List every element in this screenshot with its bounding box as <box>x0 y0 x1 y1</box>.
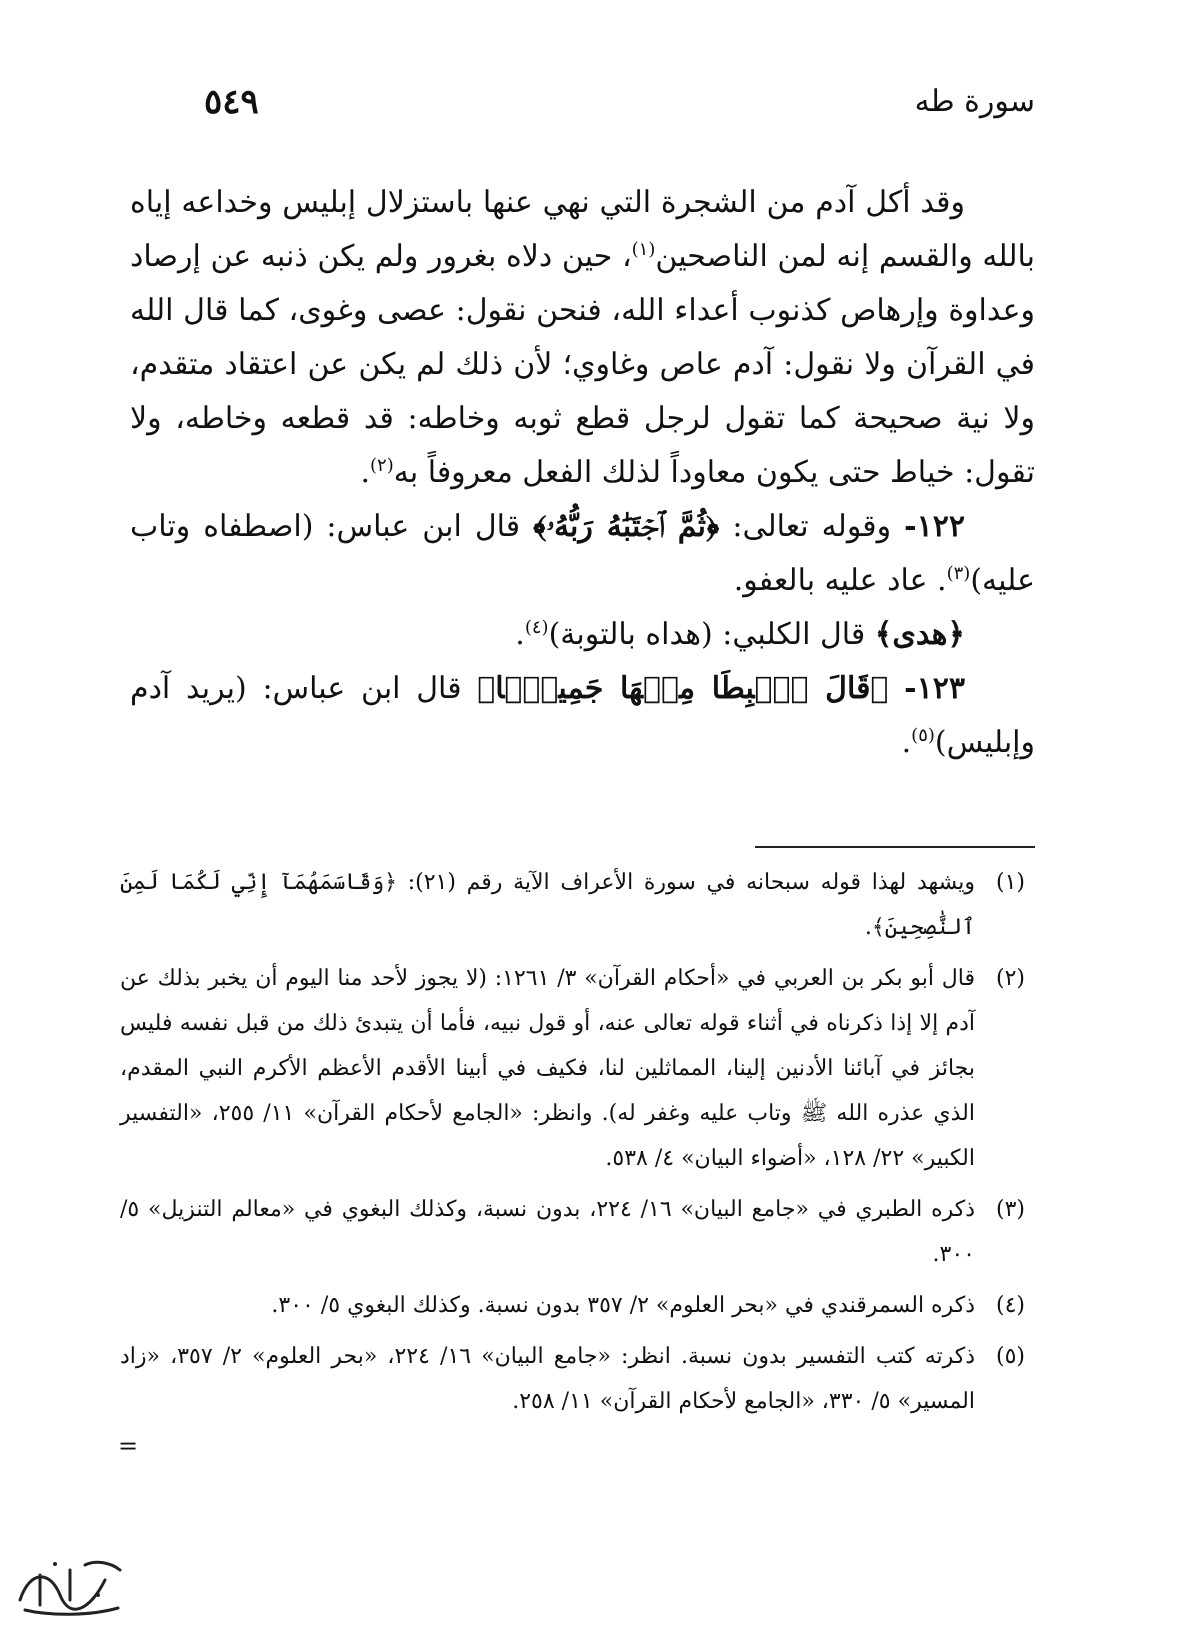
footnote-ref-4[interactable]: (٤) <box>524 617 549 638</box>
footnote-number: (٤) <box>995 1293 1025 1318</box>
footnote-number: (٥) <box>995 1344 1025 1369</box>
page-number: ٥٤٩ <box>204 82 259 122</box>
entry-text: . <box>515 617 525 652</box>
library-stamp-logo <box>10 1550 130 1620</box>
footnote-ref-1[interactable]: (١) <box>631 239 656 260</box>
paragraph-text: ، حين دلاه بغرور ولم يكن ذنبه عن إرصاد وعداوة وإرهاص كذنوب أعداء الله، فنحن نقول: عصى وغوى، كما قال الله في القرآن ولا نقول: آدم عاص وغاوي؛ لأن ذلك لم يكن عن اعتقاد متقدم، ولا نية صحيحة كما تقول لرجل قطع ثوبه وخاطه: قد قطعه وخاطه، ولا تقول: خياط حتى يكون معاوداً لذلك الفعل معروفاً به <box>130 239 1035 490</box>
entry-intro: وقوله تعالى: <box>732 509 892 544</box>
footnote-ref-5[interactable]: (٥) <box>911 725 935 746</box>
footnote-number: (٣) <box>995 1197 1025 1222</box>
continuation-mark: = <box>118 1432 139 1460</box>
footnote-ref-2[interactable]: (٢) <box>370 455 394 476</box>
quran-quote: ﴿هدى﴾ <box>874 617 965 652</box>
entry-text: . <box>901 725 912 760</box>
entry-number: ١٢٢- <box>904 509 965 544</box>
paragraph-text: . <box>360 455 370 490</box>
surah-title: سورة طه <box>914 84 1035 119</box>
footnote-text: ذكرته كتب التفسير بدون نسبة. انظر: «جامع البيان» ١٦/ ٢٢٤، «بحر العلوم» ٢/ ٣٥٧، «زاد المسير» ٥/ ٣٣٠، «الجامع لأحكام القرآن» ١١/ ٢٥٨. <box>120 1344 976 1414</box>
footnote-item <box>120 860 1025 950</box>
quran-quote: ﴿ثُمَّ ٱجۡتَبَٰهُ رَبُّهُۥ﴾ <box>533 509 720 544</box>
page-header <box>130 84 1035 134</box>
entry-text: قال ابن عباس: (اصطفاه وتاب عليه) <box>130 509 1035 598</box>
entry-text: قال ابن عباس: (يريد آدم وإبليس) <box>130 671 1035 760</box>
entry-122 <box>130 500 1035 608</box>
entry-huda <box>130 608 1035 662</box>
footnote-item <box>120 956 1025 1181</box>
entry-text: . عاد عليه بالعفو. <box>733 563 947 598</box>
footnote-text: ذكره الطبري في «جامع البيان» ١٦/ ٢٢٤، بدون نسبة، وكذلك البغوي في «معالم التنزيل» ٥/ ٣٠٠. <box>120 1197 976 1267</box>
footnote-item <box>120 1187 1025 1277</box>
footnote-text: ذكره السمرقندي في «بحر العلوم» ٢/ ٣٥٧ بدون نسبة. وكذلك البغوي ٥/ ٣٠٠. <box>271 1293 975 1318</box>
entry-text: قال الكلبي: (هداه بالتوبة) <box>548 617 866 652</box>
footnotes-section <box>120 860 1025 1430</box>
footnote-number: (١) <box>995 870 1025 895</box>
entry-number: ١٢٣- <box>904 671 965 706</box>
entry-123 <box>130 662 1035 770</box>
footnote-item <box>120 1334 1025 1424</box>
main-text <box>130 176 1035 770</box>
footnote-divider <box>755 846 1035 848</box>
footnote-text: ويشهد لهذا قوله سبحانه في سورة الأعراف الآية رقم (٢١): ﴿وَقَاسَمَهُمَآ إِنِّي لَكُمَا لَمِنَ ٱلنَّٰصِحِينَ﴾. <box>120 870 976 940</box>
footnote-item <box>120 1283 1025 1328</box>
footnote-ref-3[interactable]: (٣) <box>946 563 971 584</box>
footnote-number: (٢) <box>995 966 1025 991</box>
paragraph-text: وقد أكل آدم من الشجرة التي نهي عنها باستزلال إبليس وخداعه إياه بالله والقسم إنه لمن الناصحين <box>130 185 1035 274</box>
paragraph-adam <box>130 176 1035 500</box>
footnote-text: قال أبو بكر بن العربي في «أحكام القرآن» ٣/ ١٢٦١: (لا يجوز لأحد منا اليوم أن يخبر بذلك عن آدم إلا إذا ذكرناه في أثناء قوله تعالى عنه، أو قول نبيه، فأما أن يتبدئ ذلك من قبل نفسه فليس بجائز في آبائنا الأدنين إلينا، المماثلين لنا، فكيف في أبينا الأقدم الأعظم الأكرم النبي المقدم، الذي عذره الله ﷺ وتاب عليه وغفر له). وانظر: «الجامع لأحكام القرآن» ١١/ ٢٥٥، «التفسير الكبير» ٢٢/ ١٢٨، «أضواء البيان» ٤/ ٥٣٨. <box>120 966 976 1171</box>
quran-quote: ﴿قَالَ ٱهۡبِطَا مِنۡهَا جَمِيعَۢا﴾ <box>477 671 889 706</box>
